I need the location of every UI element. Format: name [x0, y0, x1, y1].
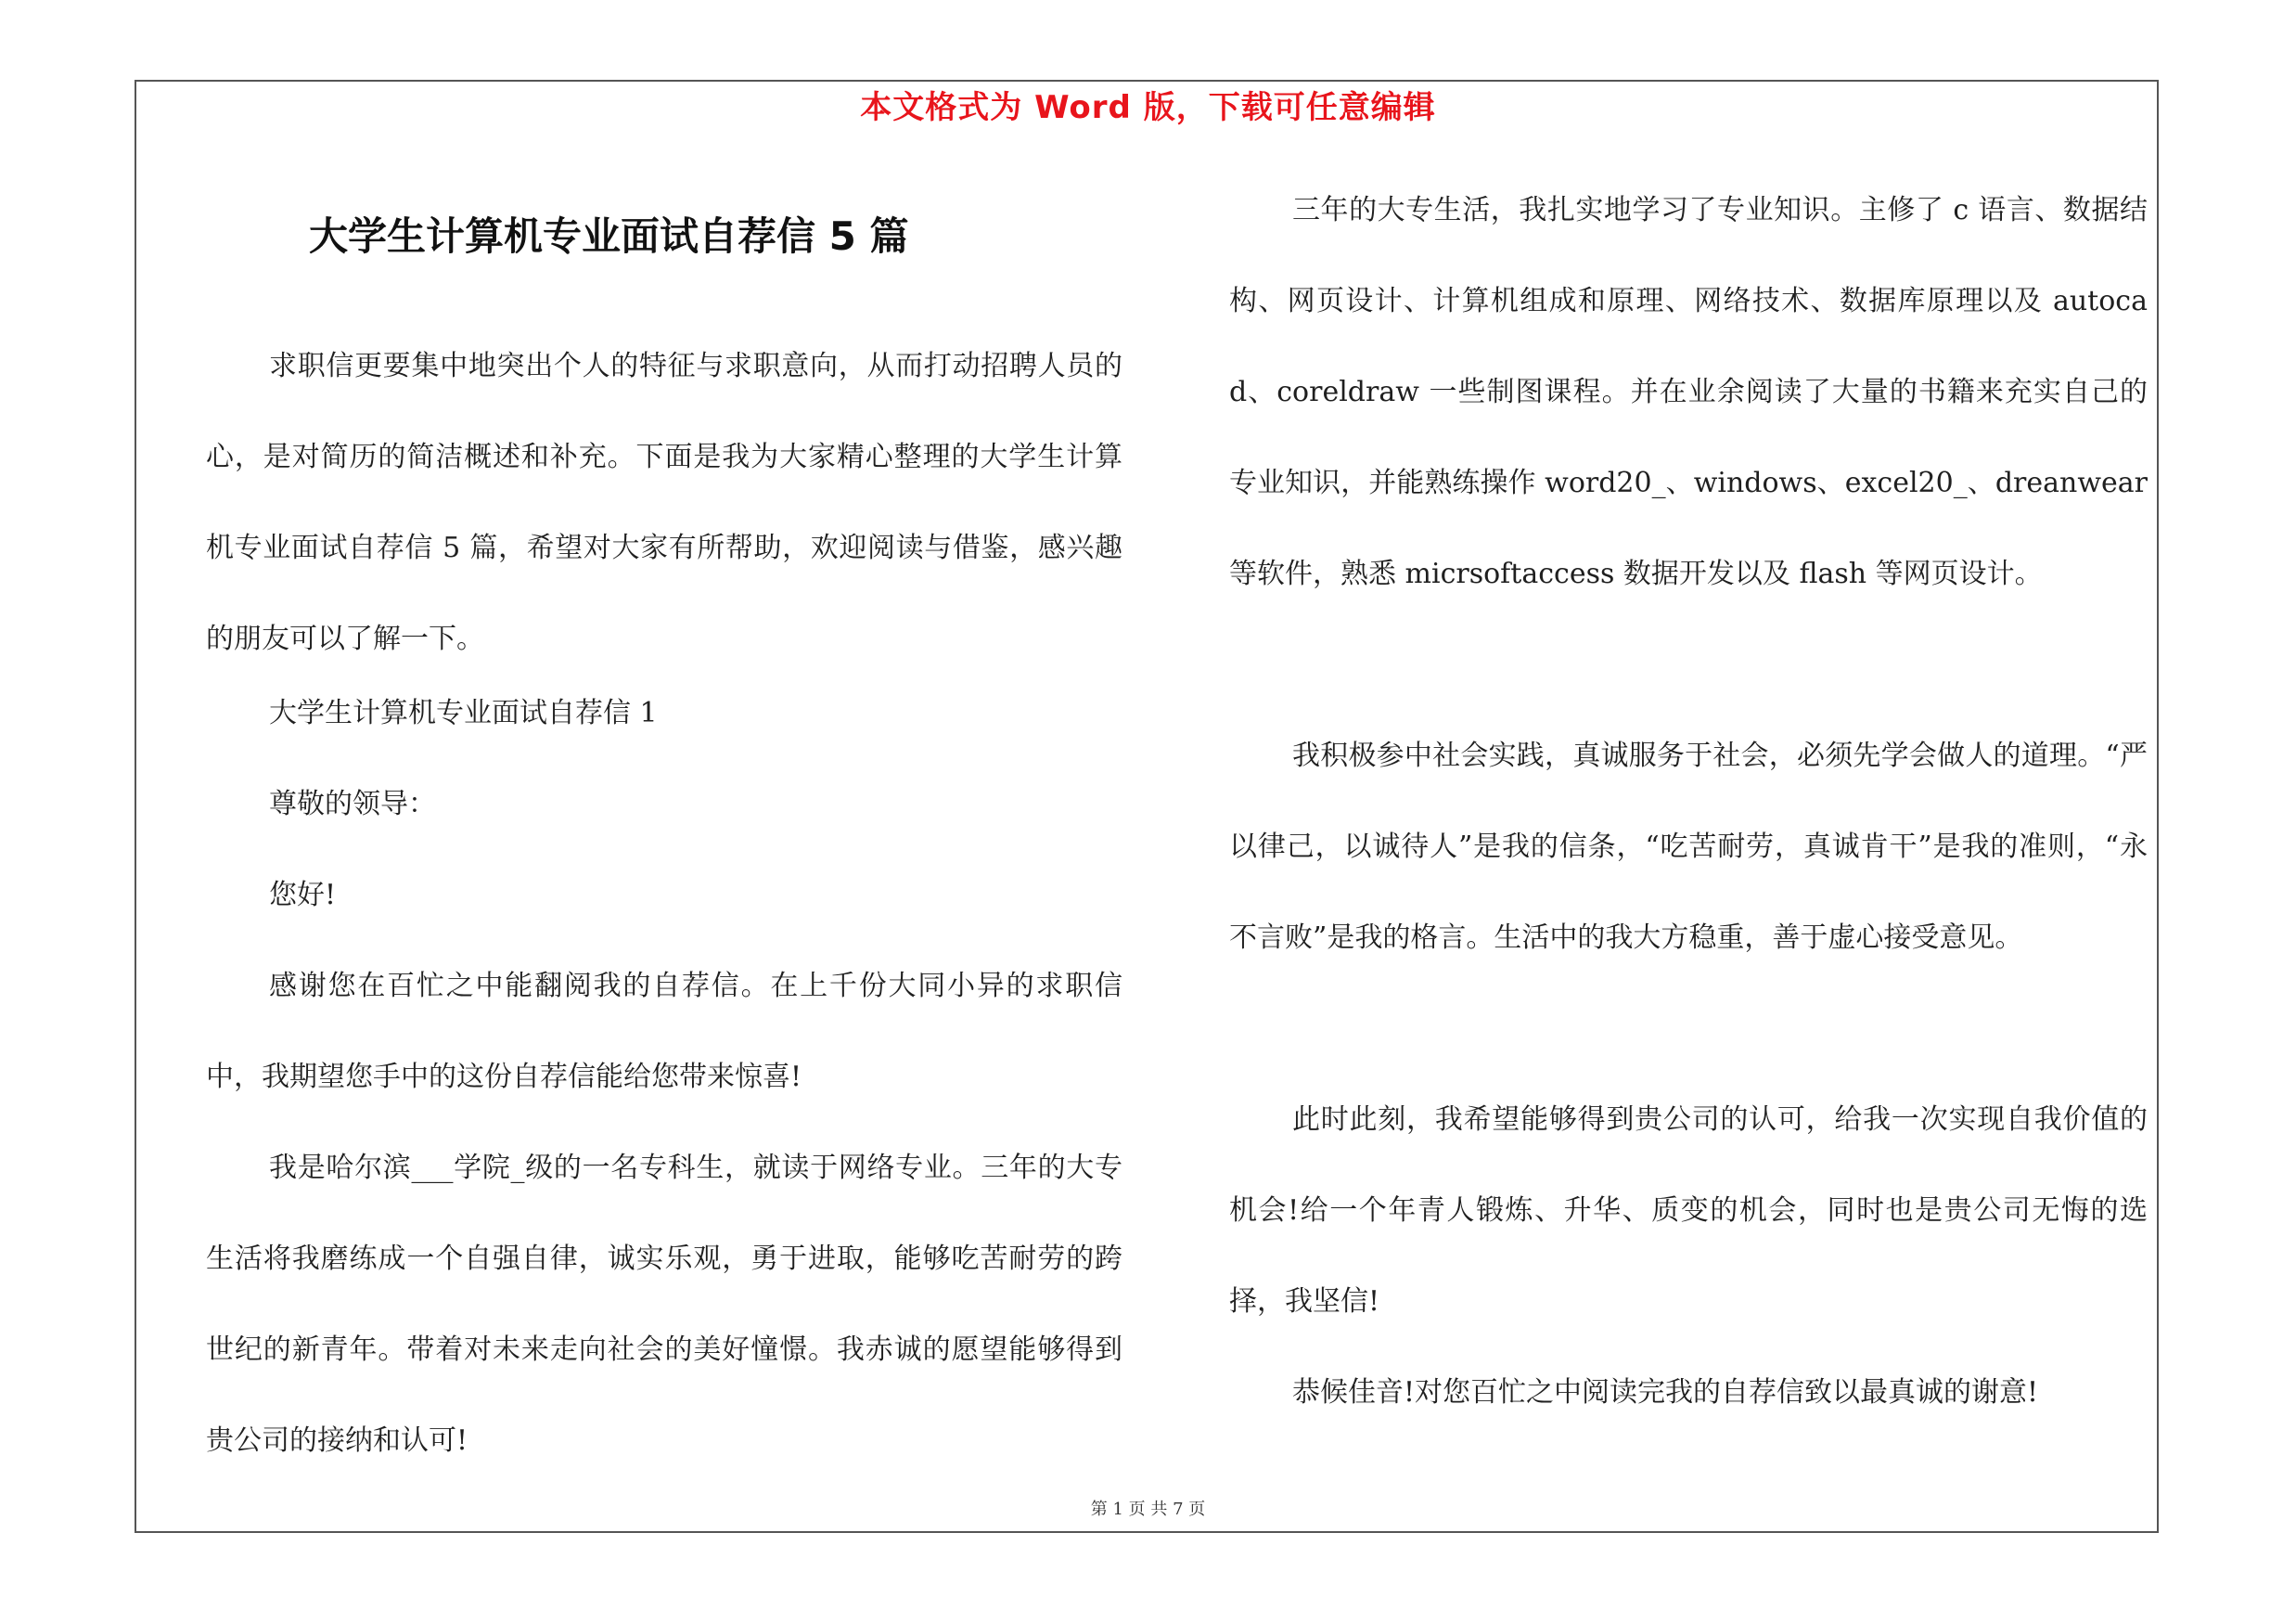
page-number-footer: 第 1 页 共 7 页	[1090, 1500, 1206, 1519]
body-paragraph-thanks: 感谢您在百忙之中能翻阅我的自荐信。在上千份大同小异的求职信中，我期望您手中的这份自荐信能给您带来惊喜!	[206, 970, 1122, 1093]
body-paragraph-study: 三年的大专生活，我扎实地学习了专业知识。主修了 c 语言、数据结构、网页设计、计算机组成和原理、网络技术、数据库原理以及 autocad、coreldraw 一些制图课程。并在业余阅读了大量的书籍来充实自己的专业知识，并能熟练操作 word20_、windows、excel20_、dreanwear 等软件，熟悉 micrsoftaccess 数据开发以及 flash 等网页设计。	[1229, 194, 2148, 590]
closing-paragraph: 恭候佳音!对您百忙之中阅读完我的自荐信致以最真诚的谢意!	[1292, 1376, 2039, 1409]
document-title: 大学生计算机专业面试自荐信 5 篇	[309, 213, 909, 259]
letter-heading: 大学生计算机专业面试自荐信 1	[269, 697, 658, 729]
greeting: 您好!	[269, 879, 337, 911]
salutation: 尊敬的领导：	[269, 788, 436, 820]
word-format-banner: 本文格式为 Word 版，下载可任意编辑	[860, 89, 1436, 126]
body-paragraph-practice: 我积极参中社会实践，真诚服务于社会，必须先学会做人的道理。“严以律己，以诚待人”是我的信条，“吃苦耐劳，真诚肯干”是我的准则，“永不言败”是我的格言。生活中的我大方稳重，善于虚心接受意见。	[1229, 740, 2148, 954]
intro-paragraph: 求职信更要集中地突出个人的特征与求职意向，从而打动招聘人员的心，是对简历的简洁概述和补充。下面是我为大家精心整理的大学生计算机专业面试自荐信 5 篇，希望对大家有所帮助，欢迎阅读与借鉴，感兴趣的朋友可以了解一下。	[206, 350, 1122, 655]
body-paragraph-hope: 此时此刻，我希望能够得到贵公司的认可，给我一次实现自我价值的机会!给一个年青人锻炼、升华、质变的机会，同时也是贵公司无悔的选择，我坚信!	[1229, 1103, 2148, 1318]
body-paragraph-introduction: 我是哈尔滨___学院_级的一名专科生，就读于网络专业。三年的大专生活将我磨练成一个自强自律，诚实乐观，勇于进取，能够吃苦耐劳的跨世纪的新青年。带着对未来走向社会的美好憧憬。我赤诚的愿望能够得到贵公司的接纳和认可!	[206, 1152, 1122, 1457]
